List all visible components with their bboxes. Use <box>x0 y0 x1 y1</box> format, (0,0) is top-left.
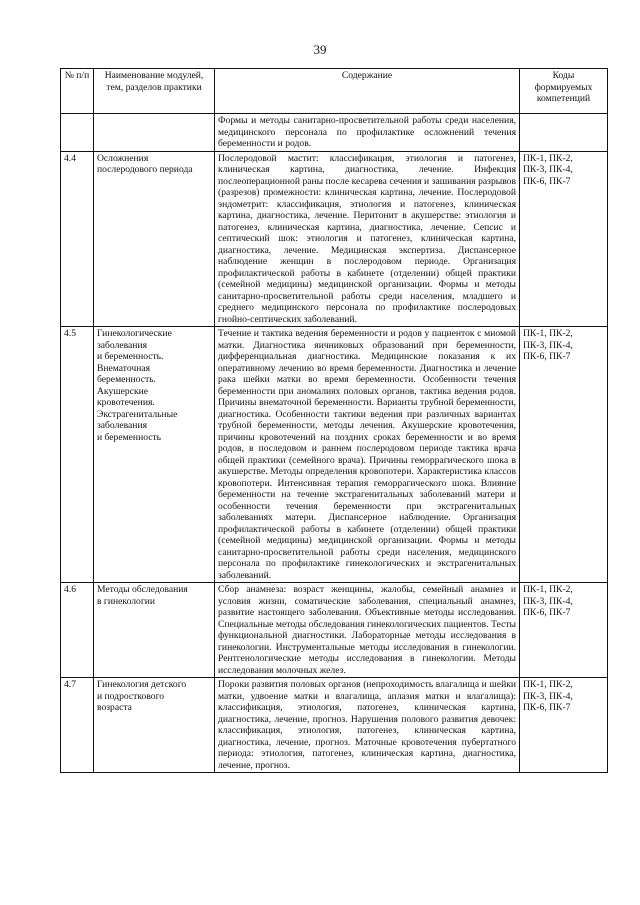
row-num: 4.6 <box>61 583 94 678</box>
name-line: Осложнения <box>97 152 149 164</box>
row-name <box>94 327 215 583</box>
table-row <box>61 583 608 678</box>
code-line: ПК-1, ПК-2, <box>523 584 573 595</box>
name-line: Гинекологические <box>97 328 172 339</box>
row-num: 4.7 <box>61 678 94 773</box>
row-codes <box>520 678 608 773</box>
name-line: заболевания <box>97 420 147 431</box>
name-line: Гинекология детского <box>97 679 187 690</box>
row-codes <box>520 583 608 678</box>
row-num: 4.5 <box>61 327 94 583</box>
row-codes <box>520 327 608 583</box>
row-num: 4.4 <box>61 151 94 327</box>
code-line: ПК-1, ПК-2, <box>523 152 573 164</box>
code-line: ПК-6, ПК-7 <box>523 702 571 713</box>
header-codes: Коды формируемых компетенций <box>520 69 608 114</box>
name-line: послеродового периода <box>97 164 193 175</box>
name-line: Акушерские <box>97 385 149 397</box>
page-number: 39 <box>313 42 327 57</box>
row-content: Формы и методы санитарно-просветительной работы среди населения, медицинского персонала по профилактике осложнений течения беременности и родов. <box>215 114 520 152</box>
code-line: ПК-3, ПК-4, <box>523 690 573 702</box>
name-line: Экстрагенитальные <box>97 408 178 420</box>
header-name: Наименование модулей, тем, разделов практики <box>94 69 215 114</box>
row-name <box>94 114 215 152</box>
name-line: заболевания <box>97 339 147 351</box>
code-line: ПК-3, ПК-4, <box>523 164 573 175</box>
name-line: возраста <box>97 702 132 713</box>
row-content: Пороки развития половых органов (непроходимость влагалища и шейки матки, удвоение матки и влагалища, аплазия матки и влагалища): классификация, этиология, патогенез, клиническая картина, диагностика, лечение, прогноз. Нарушения полового развития девочек: классификация, этиология, патогенез, клиническая картина, диагностика, лечение, прогноз. Маточные кровотечения пубертатного периода: этиология, патогенез, клиническая картина, диагностика, лечение, прогноз. <box>215 678 520 773</box>
header-num: № п/п <box>61 69 94 114</box>
code-line: ПК-6, ПК-7 <box>523 351 571 362</box>
row-codes <box>520 114 608 152</box>
code-line: ПК-1, ПК-2, <box>523 328 573 339</box>
table-row <box>61 151 608 327</box>
row-name <box>94 151 215 327</box>
name-line: в гинекологии <box>97 595 156 607</box>
name-line: Методы обследования <box>97 584 188 595</box>
code-line: ПК-6, ПК-7 <box>523 607 571 618</box>
table-row <box>61 678 608 773</box>
row-content: Течение и тактика ведения беременности и родов у пациенток с миомой матки. Диагностика яичниковых образований при беременности, дифференциальная диагностика. Медицинские показания к их оперативному лечению во время беременности. Диагностика и лечение рака шейки матки во время беременности. Особенности течения беременности при аномалиях половых органов, тактика ведения родов. Причины внематочной беременности. Варианты трубной беременности, диагностика. Особенности тактики ведения при различных вариантах трубной беременности, методы лечения. Акушерские кровотечения, причины кровотечений на поздних сроках беременности и во время родов, в последовом и раннем послеродовом периоде тактика врача общей практики (семейного врача). Причины геморрагического шока в акушерстве. Методы определения кровопотери. Характеристика классов кровопотери. Интенсивная терапия геморрагического шока. Влияние беременности на течение экстрагенитальных заболеваний матери и особенности течения беременности при экстрагенитальных заболеваниях матери. Диспансерное наблюдение. Организация профилактической работы в кабинете (отделении) общей практики (семейной медицины) медицинской организации. Формы и методы санитарно-просветительной работы среди населения, медицинского персонала по профилактике гинекологических и экстрагенитальных заболеваний. <box>215 327 520 583</box>
code-line: ПК-1, ПК-2, <box>523 679 573 690</box>
name-line: и беременность. <box>97 351 164 362</box>
row-codes <box>520 151 608 327</box>
table-header-row <box>61 69 608 114</box>
name-line: и беременность <box>97 431 162 443</box>
name-line: Внематочная <box>97 362 151 374</box>
code-line: ПК-3, ПК-4, <box>523 595 573 607</box>
row-content: Сбор анамнеза: возраст женщины, жалобы, семейный анамнез и условия жизни, соматические заболевания, специальный анамнез, развитие настоящего заболевания. Объективные методы исследования. Специальные методы обследования гинекологических пациентов. Тесты функциональной диагностики. Лабораторные методы исследования в гинекологии. Инструментальные методы исследования в гинекологии. Рентгенологические методы исследования в гинекологии. Методы исследования молочных желез. <box>215 583 520 678</box>
row-content: Послеродовой мастит: классификация, этиология и патогенез, клиническая картина, диагностика, лечение. Инфекция послеоперационной раны после кесарева сечения и зашивания разрывов (разрезов) промежности: клиническая картина, лечение. Послеродовой эндометрит: классификация, этиология и патогенез, клиническая картина, диагностика, лечение. Перитонит в акушерстве: этиология и патогенез, клиническая картина, диагностика, лечение. Сепсис и септический шок: этиология и патогенез, клиническая картина, диагностика, лечение. Медицинская экспертиза. Диспансерное наблюдение женщин в послеродовом периоде. Организация профилактической работы в кабинете (отделении) общей практики (семейной медицины) медицинской организации. Формы и методы санитарно-просветительной работы среди населения, младшего и среднего медицинского персонала по профилактике послеродовых гнойно-септических заболеваний. <box>215 151 520 327</box>
curriculum-table <box>60 68 608 773</box>
table-row <box>61 327 608 583</box>
table-row <box>61 114 608 152</box>
name-line: кровотечения. <box>97 397 155 408</box>
name-line: и подросткового <box>97 690 165 702</box>
code-line: ПК-6, ПК-7 <box>523 175 571 187</box>
name-line: беременность. <box>97 374 156 385</box>
header-content: Содержание <box>215 69 520 114</box>
row-num <box>61 114 94 152</box>
code-line: ПК-3, ПК-4, <box>523 339 573 351</box>
row-name <box>94 678 215 773</box>
row-name <box>94 583 215 678</box>
